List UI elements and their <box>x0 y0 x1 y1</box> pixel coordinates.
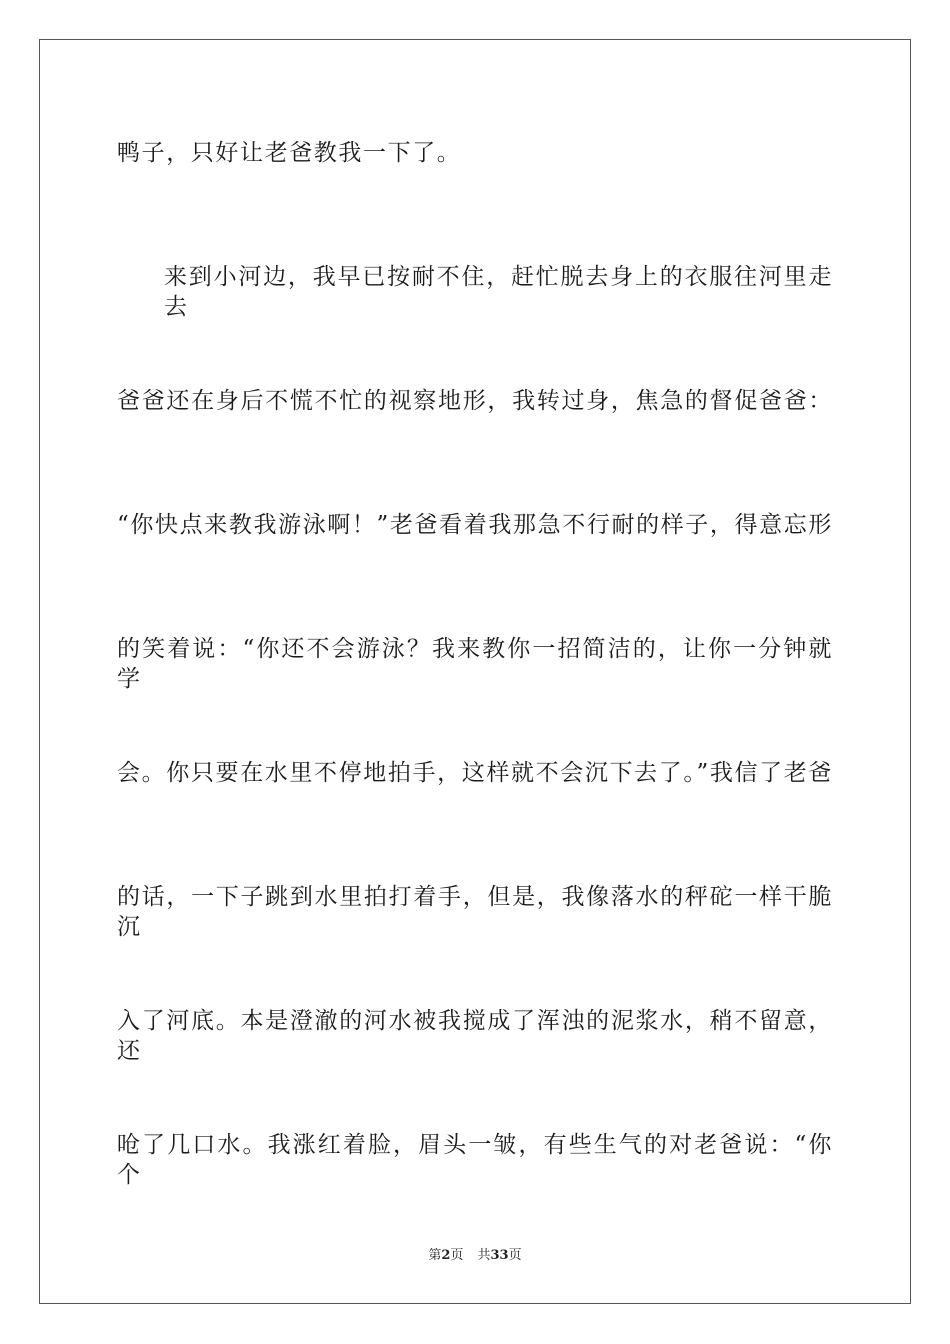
text-line-6: 会。你只要在水里不停地拍手，这样就不会沉下去了。”我信了老爸 <box>117 760 833 786</box>
text-line-3: 爸爸还在身后不慌不忙的视察地形，我转过身，焦急的督促爸爸： <box>117 388 833 414</box>
page-footer <box>0 1247 950 1265</box>
text-line-2: 来到小河边，我早已按耐不住，赶忙脱去身上的衣服往河里走去 <box>164 264 833 320</box>
page-current: 2 <box>441 1248 451 1263</box>
total-suffix: 页 <box>508 1248 522 1263</box>
page-prefix: 第 <box>428 1248 442 1263</box>
text-line-5: 的笑着说：“你还不会游泳？我来教你一招简洁的，让你一分钟就学 <box>117 636 833 692</box>
text-line-8: 入了河底。本是澄澈的河水被我搅成了浑浊的泥浆水，稍不留意，还 <box>117 1008 833 1064</box>
page-total: 33 <box>490 1248 509 1263</box>
text-line-4: “你快点来教我游泳啊！”老爸看着我那急不行耐的样子，得意忘形 <box>117 512 833 538</box>
page-suffix: 页 <box>450 1248 464 1263</box>
text-line-9: 呛了几口水。我涨红着脸，眉头一皱，有些生气的对老爸说：“你个 <box>117 1132 833 1188</box>
text-line-1: 鸭子，只好让老爸教我一下了。 <box>117 140 462 166</box>
text-line-7: 的话，一下子跳到水里拍打着手，但是，我像落水的秤砣一样干脆沉 <box>117 884 833 940</box>
total-prefix: 共 <box>477 1248 491 1263</box>
